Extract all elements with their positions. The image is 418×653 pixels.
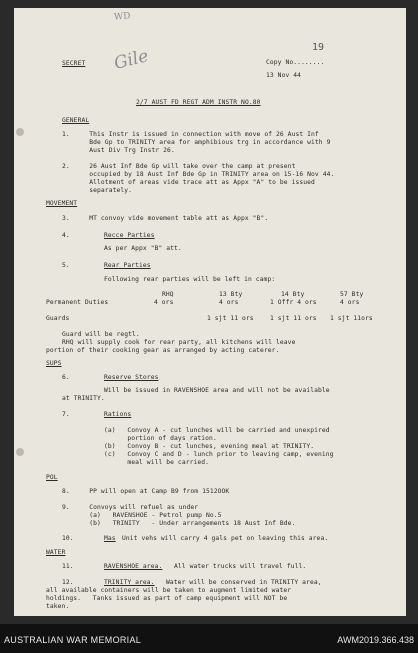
para-5-intro: Following rear parties will be left in camp:: [104, 276, 276, 283]
section-general: GENERAL: [62, 117, 90, 124]
para-12-line-3: holdings. Tanks issued as part of camp equipment will NOT be: [46, 595, 288, 602]
para-6-heading: Reserve Stores: [104, 374, 159, 381]
para-10-body: Unit vehs will carry 4 gals pet on leaving this area.: [122, 535, 329, 542]
para-4-body: As per Appx "B" att.: [104, 245, 182, 252]
para-7-heading: Rations: [104, 411, 132, 418]
rear-party-col-14bty: 14 Bty: [281, 291, 305, 298]
copy-number: Copy No........: [266, 59, 325, 66]
para-3: 3. MT convoy vide movement table att as Appx "B".: [62, 215, 269, 222]
para-1-line-1: 1. This Instr is issued in connection with move of 26 Aust Inf: [62, 131, 319, 138]
para-6-line-2: at TRINITY.: [62, 395, 105, 402]
para-2-line-1: 2. 26 Aust Inf Bde Gp will take over the camp at present: [62, 163, 296, 170]
rear-party-col-13bty: 13 Bty: [219, 291, 243, 298]
para-5-tail-line-2: RHQ will supply cook for rear party, all kitchens will leave: [62, 339, 296, 346]
para-5-heading: Rear Parties: [104, 262, 151, 269]
rear-party-cell: 1 Offr 4 ors: [270, 299, 317, 306]
para-10-heading: Mas: [104, 535, 116, 542]
rear-party-cell: 4 ors: [154, 299, 174, 306]
para-12-number: 12.: [62, 579, 74, 586]
section-pol: POL: [46, 474, 58, 481]
para-12-line-4: taken.: [46, 603, 70, 610]
document-page: [14, 8, 406, 616]
punch-hole: [16, 448, 24, 456]
para-12-heading: TRINITY area.: [104, 579, 155, 586]
ration-item: (b) Convoy B - cut lunches, evening meal at TRINITY.: [104, 443, 315, 450]
rear-party-cell: 4 ors: [219, 299, 239, 306]
page-number: 19: [312, 42, 325, 53]
para-8: 8. PP will open at Camp B9 from 1512OOK: [62, 488, 230, 495]
ration-item: (a) Convoy A - cut lunches will be carried and unexpired: [104, 427, 330, 434]
para-4-heading: Recce Parties: [104, 232, 155, 239]
rear-party-cell: 1 sjt 11 ors: [270, 315, 317, 322]
rear-party-cell: 4 ors: [340, 299, 360, 306]
para-11-number: 11.: [62, 563, 74, 570]
para-12-line-1: Water will be conserved in TRINITY area,: [166, 579, 322, 586]
para-2-line-3: Allotment of areas vide trace att as Appx "A" to be issued: [62, 179, 315, 186]
rear-party-col-rhq: RHQ: [162, 291, 174, 298]
para-2-line-2: occupied by 18 Aust Inf Bde Gp in TRINITY area on 15-16 Nov 44.: [62, 171, 335, 178]
document-date: 13 Nov 44: [266, 72, 302, 79]
para-5-number: 5.: [62, 262, 70, 269]
para-4-number: 4.: [62, 232, 70, 239]
rear-party-col-57bty: 57 Bty: [340, 291, 364, 298]
classification: SECRET: [62, 60, 86, 67]
para-10-number: 10.: [62, 535, 74, 542]
para-11-heading: RAVENSHOE area.: [104, 563, 163, 570]
para-11-body: All water trucks will travel full.: [174, 563, 307, 570]
punch-hole: [16, 128, 24, 136]
section-movement: MOVEMENT: [46, 200, 78, 207]
rear-party-row-label: Guards: [46, 315, 70, 322]
pencil-mark-gile: Gile: [112, 46, 151, 74]
pencil-mark-wd: WD: [113, 11, 131, 23]
para-7-number: 7.: [62, 411, 70, 418]
para-1-line-2: Bde Gp to TRINITY area for amphibious trg in accordance with 9: [62, 139, 331, 146]
rear-party-cell: 1 sjt 11ors: [330, 315, 373, 322]
para-5-tail-line-1: Guard will be regtl.: [62, 331, 140, 338]
document-title: 2/7 AUST FD REGT ADM INSTR NO.80: [136, 99, 261, 106]
section-water: WATER: [46, 549, 66, 556]
section-sups: SUPS: [46, 360, 62, 367]
rear-party-cell: 1 sjt 11 ors: [207, 315, 254, 322]
para-9-line-1: 9. Convoys will refuel as under: [62, 504, 199, 511]
para-6-number: 6.: [62, 374, 70, 381]
ration-item: meal will be carried.: [104, 459, 210, 466]
archive-id: AWM2019.366.438: [337, 635, 414, 645]
ration-item: (c) Convoy C and D - lunch prior to leaving camp, evening: [104, 451, 334, 458]
archive-footer: [0, 624, 418, 653]
rear-party-row-label: Permanent Duties: [46, 299, 109, 306]
para-9-line-2: (a) RAVENSHOE - Petrol pump No.5: [62, 512, 222, 519]
para-9-line-3: (b) TRINITY - Under arrangements 18 Aust Inf Bde.: [62, 520, 296, 527]
para-2-line-4: separately.: [62, 187, 133, 194]
ration-item: portion of days ration.: [104, 435, 217, 442]
archive-name: AUSTRALIAN WAR MEMORIAL: [4, 635, 142, 645]
para-6-line-1: Will be issued in RAVENSHOE area and will not be available: [104, 387, 330, 394]
para-1-line-3: Aust Div Trg Instr 26.: [62, 147, 175, 154]
para-5-tail-line-3: portion of their cooking gear as arranged by acting caterer.: [46, 347, 280, 354]
para-12-line-2: all available containers will be taken to augment limited water: [46, 587, 292, 594]
